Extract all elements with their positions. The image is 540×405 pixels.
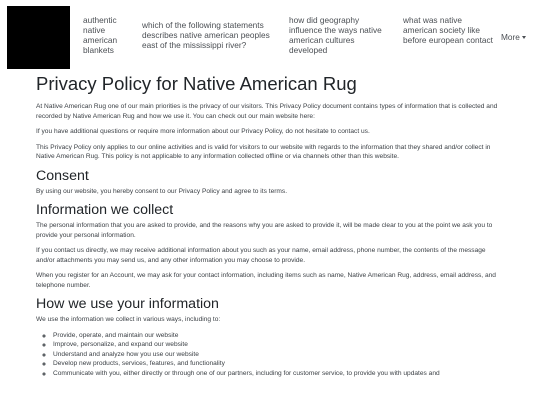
nav-link-authentic-blankets[interactable]: authentic native american blankets xyxy=(83,15,118,55)
use-paragraph: We use the information we collect in various ways, including to: xyxy=(36,316,221,323)
use-list xyxy=(36,331,504,379)
collect-paragraph: The personal information that you are asked to provide, and the reasons why you are asked to provide it, will be made clear to you at the point we ask you to provide your personal information. xyxy=(36,222,493,239)
collect-paragraph: When you register for an Account, we may ask for your contact information, including items such as name, Native American Rug, address, email address, and telephone number. xyxy=(36,272,496,289)
list-item: ◦ Improve, personalize, and expand our website xyxy=(53,340,504,350)
consent-paragraph: By using our website, you hereby consent to our Privacy Policy and agree to its terms. xyxy=(36,187,288,195)
caret-down-icon xyxy=(522,36,526,39)
nav-more-dropdown[interactable] xyxy=(501,32,526,42)
nav-link-geography-influence[interactable]: how did geography influence the ways native american cultures developed xyxy=(289,15,382,55)
list-item: ◦ Provide, operate, and maintain our website xyxy=(53,331,504,341)
page-title: Privacy Policy for Native American Rug xyxy=(36,73,357,94)
intro-paragraph: If you have additional questions or require more information about our Privacy Policy, do not hesitate to contact us. xyxy=(36,128,370,135)
use-heading: How we use your information xyxy=(36,296,219,312)
site-logo[interactable] xyxy=(7,6,70,69)
list-item: ◦ Understand and analyze how you use our website xyxy=(53,350,504,360)
intro-paragraph: This Privacy Policy only applies to our online activities and is valid for visitors to our website with regards to the information that they shared and/or collect in Native American Rug. This policy is not applicable to any information collected offline or via channels other than this website. xyxy=(36,143,491,160)
nav-link-east-mississippi[interactable]: which of the following statements describes native american peoples east of the mississippi river? xyxy=(142,20,270,50)
intro-paragraph: At Native American Rug one of our main priorities is the privacy of our visitors. This Privacy Policy document contains types of information that is collected and recorded by Native American Rug and how we use it. You can check out our main website here: xyxy=(36,103,498,120)
top-navbar xyxy=(0,0,540,70)
collect-paragraph: If you contact us directly, we may receive additional information about you such as your name, email address, phone number, the contents of the message and/or attachments you may send us, and any other information you may choose to provide. xyxy=(36,247,486,264)
list-item: ◦ Develop new products, services, features, and functionality xyxy=(53,359,504,369)
collect-heading: Information we collect xyxy=(36,202,174,218)
list-item: ◦ Communicate with you, either directly or through one of our partners, including for customer service, to provide you with updates and xyxy=(53,369,504,379)
nav-more-label: More xyxy=(501,32,520,42)
privacy-policy-content xyxy=(36,72,504,378)
nav-link-society-before-contact[interactable]: what was native american society like before european contact xyxy=(403,15,493,45)
consent-heading: Consent xyxy=(36,167,89,184)
